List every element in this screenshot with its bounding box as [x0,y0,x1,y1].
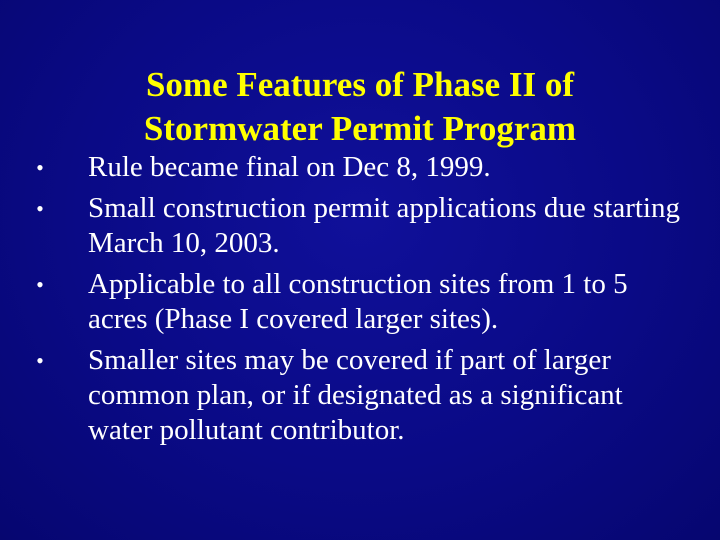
bullet-list [30,150,690,454]
bullet-text: Small construction permit applications due starting March 10, 2003. [88,192,680,259]
bullet-icon: • [36,155,44,180]
slide-title-line-1: Some Features of Phase II of [145,65,575,105]
bullet-text: Smaller sites may be covered if part of larger common plan, or if designated as a significant water pollutant contributor. [88,344,623,446]
bullet-text: Rule became final on Dec 8, 1999. [88,151,491,183]
bullet-icon: • [36,196,44,221]
bullet-text: Applicable to all construction sites from 1 to 5 acres (Phase I covered larger sites). [88,268,628,335]
bullet-icon: • [36,348,44,373]
bullet-item [30,267,690,337]
bullet-item [30,191,690,261]
bullet-item [30,150,690,185]
slide-title-line-2: Stormwater Permit Program [143,109,577,149]
bullet-item [30,343,690,448]
slide-title [60,63,660,151]
bullet-icon: • [36,272,44,297]
